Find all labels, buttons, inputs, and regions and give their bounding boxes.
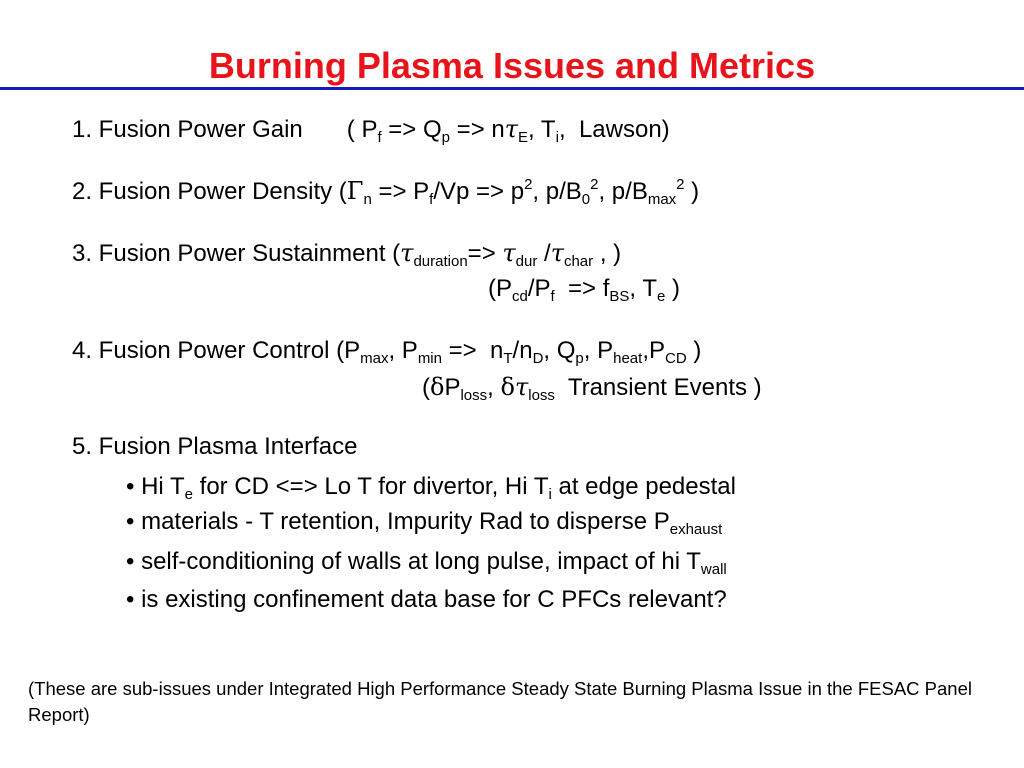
item-2: 2. Fusion Power Density ($\Gamma_n => P_f/Vp => p^2$, $p/B_0^2$, $p/B_{max}^2$ ) [72, 176, 700, 208]
item-3-continuation: ($P_{cd}/P_f => f_{BS}$, $T_e$ ) [488, 275, 680, 305]
item-1-heading: 1. Fusion Power Gain [72, 116, 303, 143]
title-divider [0, 87, 1024, 90]
bullet-2: • materials - T retention, Impurity Rad to disperse $P_{exhaust}$ [126, 508, 723, 538]
item-4-heading: 4. Fusion Power Control [72, 337, 330, 364]
bullet-1: • Hi $T_e$ for CD <=> Lo T for divertor, Hi $T_i$ at edge pedestal [126, 473, 736, 503]
slide-title: Burning Plasma Issues and Metrics [208, 45, 816, 86]
item-5-heading: 5. Fusion Plasma Interface [72, 433, 358, 460]
item-4: 4. Fusion Power Control ($P_{max}$, $P_{min} => n_T/n_D$, $Q_p$, $P_{heat},P_{CD}$ ) [72, 337, 702, 367]
bullet-4: • is existing confinement data base for C PFCs relevant? [126, 586, 727, 613]
footnote: (These are sub-issues under Integrated High Performance Steady State Burning Plasma Issue in the FESAC Panel Report) [28, 678, 972, 725]
bullet-3: • self-conditioning of walls at long pulse, impact of hi $T_{wall}$ [126, 548, 727, 578]
item-1: 1. Fusion Power Gain ( $P_f => Q_p => n\tau_E$, $T_i$, Lawson) [72, 115, 670, 146]
bullet-4-text: is existing confinement data base for C PFCs relevant? [141, 586, 727, 613]
item-3-heading: 3. Fusion Power Sustainment [72, 240, 386, 267]
item-2-heading: 2. Fusion Power Density [72, 178, 333, 205]
item-4-continuation: ($\delta P_{loss}$, $\delta\tau_{loss}$ Transient Events ) [422, 373, 762, 404]
item-5 [72, 432, 357, 462]
item-3: 3. Fusion Power Sustainment ($\tau_{duration}=> \tau_{dur}$ $/\tau_{char}$ , ) [72, 239, 622, 270]
